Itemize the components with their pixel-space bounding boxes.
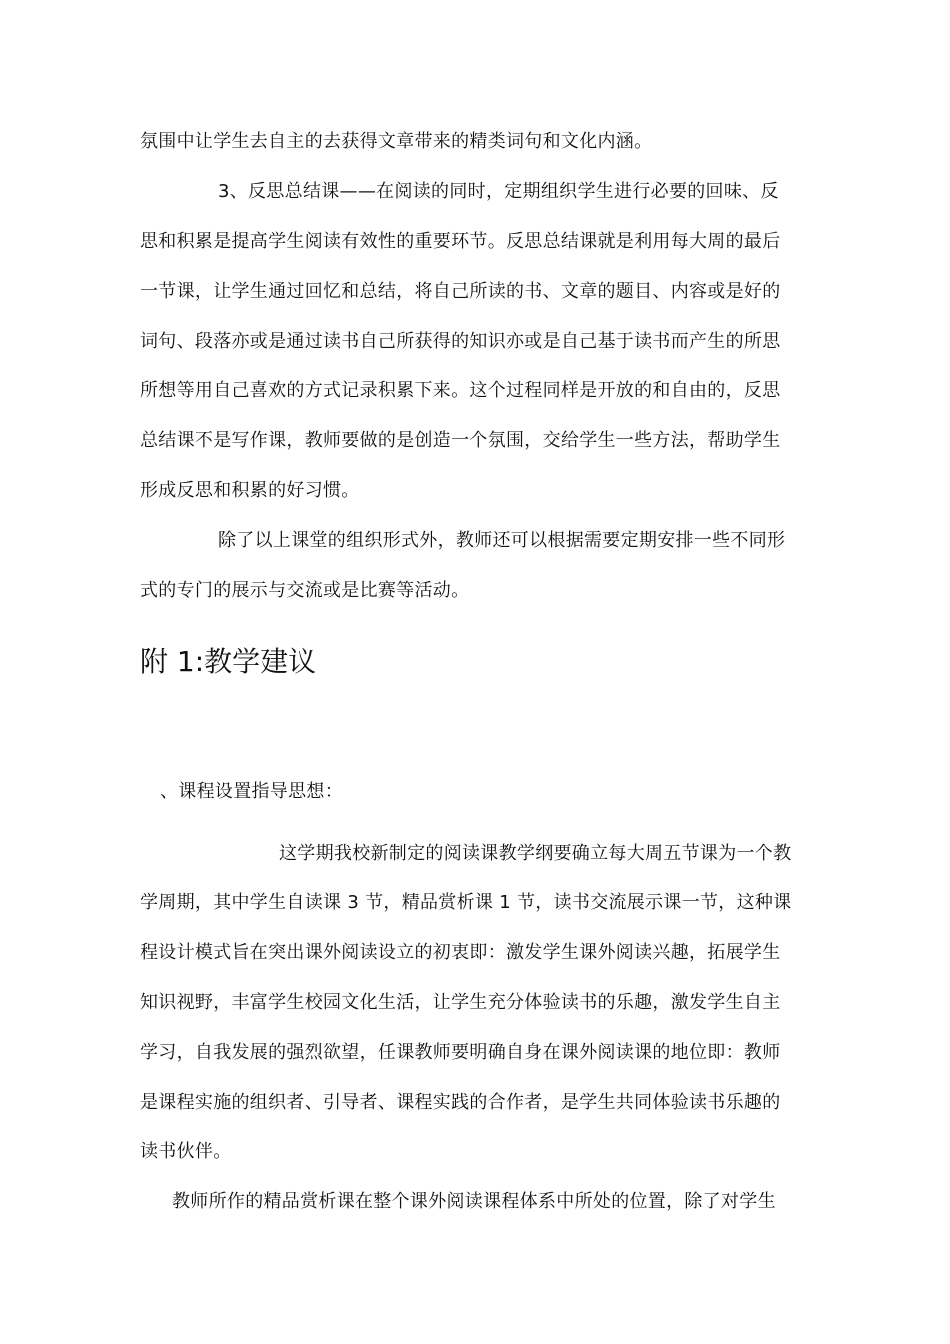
paragraph-line: 程设计模式旨在突出课外阅读设立的初衷即：激发学生课外阅读兴趣，拓展学生: [140, 942, 781, 963]
paragraph-line: 教师所作的精品赏析课在整个课外阅读课程体系中所处的位置，除了对学生: [172, 1191, 776, 1212]
paragraph-line: 知识视野，丰富学生校园文化生活，让学生充分体验读书的乐趣，激发学生自主: [140, 992, 781, 1013]
paragraph-line: 3、反思总结课——在阅读的同时，定期组织学生进行必要的回味、反: [218, 181, 779, 202]
paragraph-line: 是课程实施的组织者、引导者、课程实践的合作者，是学生共同体验读书乐趣的: [140, 1092, 781, 1113]
paragraph-line: 总结课不是写作课，教师要做的是创造一个氛围，交给学生一些方法，帮助学生: [140, 430, 781, 451]
appendix-heading: 附 1:教学建议: [140, 645, 317, 678]
paragraph-line: 读书伙伴。: [140, 1141, 232, 1162]
paragraph-line: 一节课，让学生通过回忆和总结，将自己所读的书、文章的题目、内容或是好的: [140, 281, 781, 302]
paragraph-line: 学周期，其中学生自读课 3 节，精品赏析课 1 节，读书交流展示课一节，这种课: [140, 892, 792, 913]
paragraph-line: 思和积累是提高学生阅读有效性的重要环节。反思总结课就是利用每大周的最后: [140, 231, 781, 252]
section-subheading: 、课程设置指导思想：: [160, 781, 343, 802]
paragraph-line: 式的专门的展示与交流或是比赛等活动。: [140, 580, 470, 601]
paragraph-line: 形成反思和积累的好习惯。: [140, 480, 360, 501]
paragraph-line: 这学期我校新制定的阅读课教学纲要确立每大周五节课为一个教: [279, 843, 792, 864]
paragraph-line: 学习，自我发展的强烈欲望，任课教师要明确自身在课外阅读课的地位即：教师: [140, 1042, 781, 1063]
paragraph-line: 所想等用自己喜欢的方式记录积累下来。这个过程同样是开放的和自由的，反思: [140, 380, 781, 401]
paragraph-line: 除了以上课堂的组织形式外，教师还可以根据需要定期安排一些不同形: [218, 530, 786, 551]
paragraph-line: 词句、段落亦或是通过读书自己所获得的知识亦或是自己基于读书而产生的所思: [140, 331, 781, 352]
paragraph-line: 氛围中让学生去自主的去获得文章带来的精类词句和文化内涵。: [140, 131, 653, 152]
